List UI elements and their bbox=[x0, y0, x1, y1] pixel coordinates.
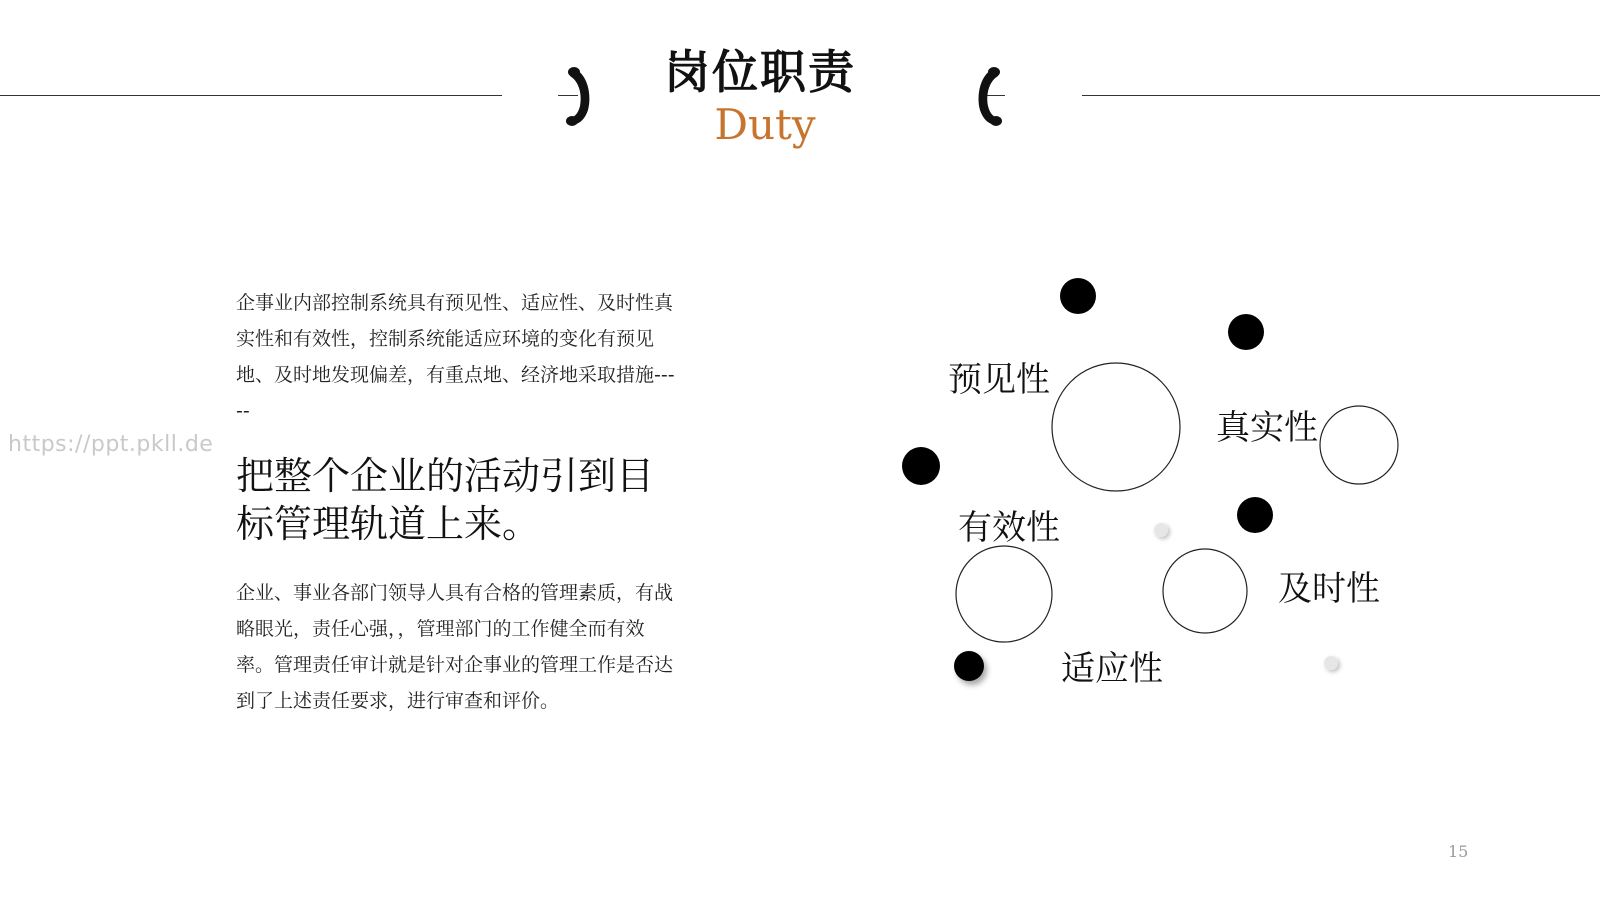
detail-paragraph: 企业、事业各部门领导人具有合格的管理素质，有战略眼光，责任心强，，管理部门的工作健全而有效率。管理责任审计就是针对企事业的管理工作是否达到了上述责任要求，进行审查和评价。 bbox=[236, 582, 674, 712]
watermark: https://ppt.pkll.de bbox=[8, 432, 214, 457]
outline-circle-foresight bbox=[1052, 363, 1180, 491]
black-dot bbox=[1060, 278, 1096, 314]
black-dot bbox=[954, 651, 984, 681]
outline-circle-authenticity bbox=[1320, 406, 1398, 484]
label-adaptability: 适应性 bbox=[1061, 649, 1163, 689]
outline-circle-effectiveness bbox=[956, 546, 1052, 642]
grey-dot bbox=[1154, 523, 1168, 537]
outline-circle-timeliness bbox=[1163, 549, 1247, 633]
page-subtitle: Duty bbox=[714, 100, 816, 149]
grey-dot bbox=[1324, 656, 1338, 670]
label-effectiveness: 有效性 bbox=[958, 508, 1060, 548]
label-authenticity: 真实性 bbox=[1216, 408, 1318, 448]
page-number: 15 bbox=[1448, 842, 1469, 861]
intro-paragraph: 企事业内部控制系统具有预见性、适应性、及时性真实性和有效性，控制系统能适应环境的变化有预见地、及时地发现偏差，有重点地、经济地采取措施----- bbox=[236, 292, 675, 422]
page-title: 岗位职责 bbox=[664, 45, 856, 99]
black-dot bbox=[1228, 314, 1264, 350]
label-timeliness: 及时性 bbox=[1278, 569, 1380, 609]
label-foresight: 预见性 bbox=[948, 360, 1050, 400]
headline: 把整个企业的活动引到目标管理轨道上来。 bbox=[236, 454, 655, 546]
black-dot bbox=[902, 447, 940, 485]
black-dot bbox=[1237, 497, 1273, 533]
